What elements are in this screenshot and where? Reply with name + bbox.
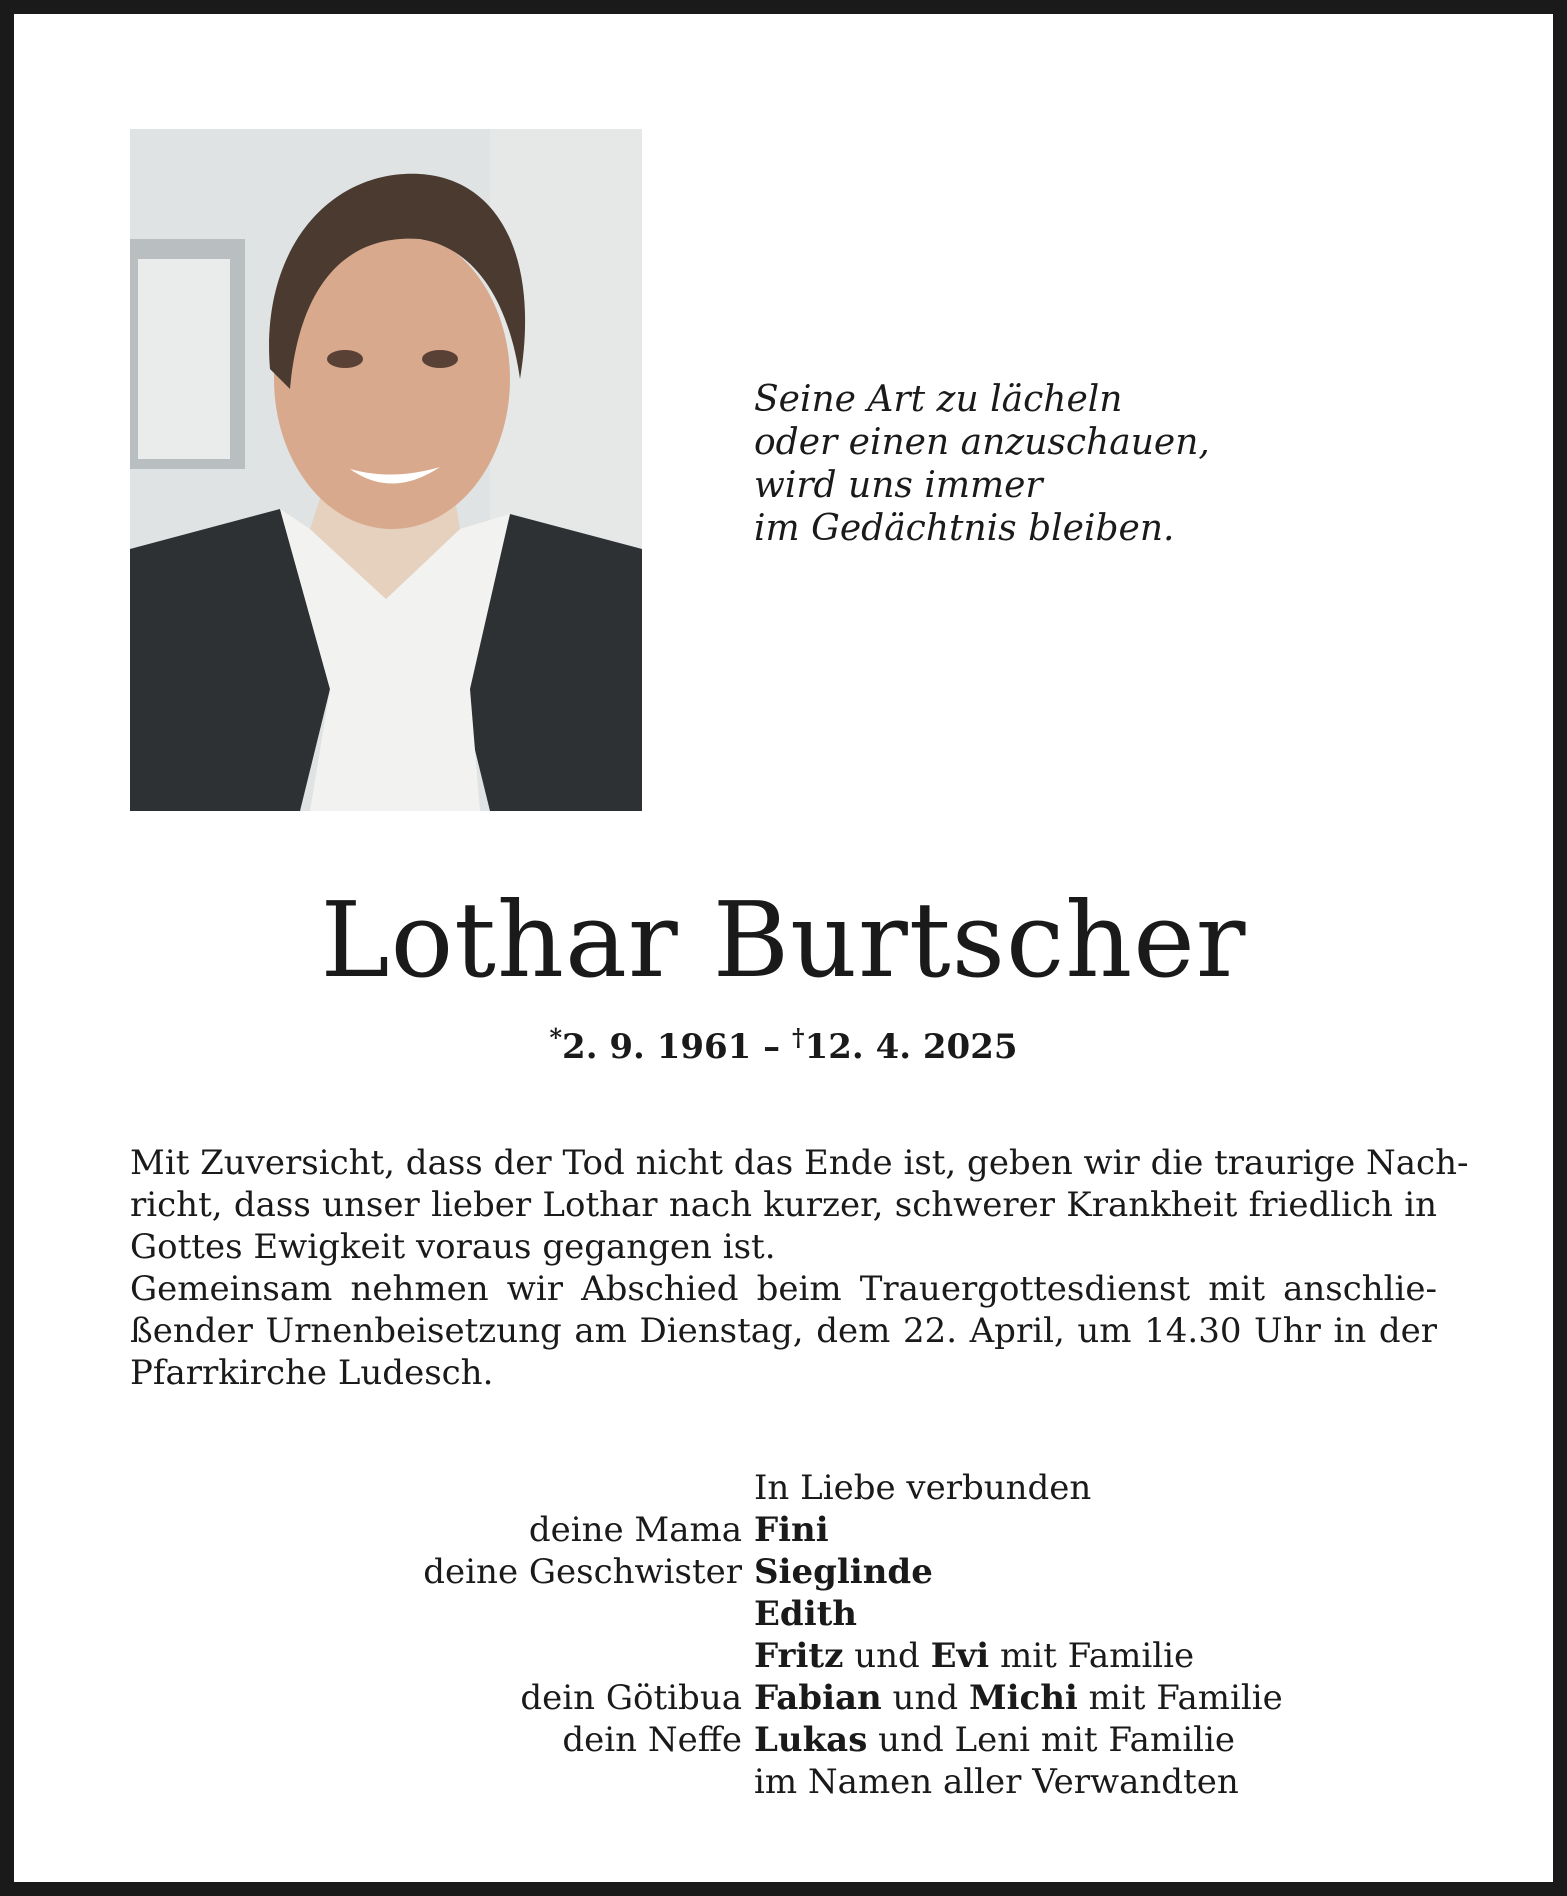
announcement-text [130, 1142, 1469, 1394]
family-row [0, 1551, 1567, 1593]
family-row [0, 1593, 1567, 1635]
quote-line: im Gedächtnis bleiben. [754, 508, 1175, 549]
portrait-photo [130, 129, 642, 811]
relation-label: dein Götibua [520, 1678, 742, 1718]
quote-line: wird uns immer [754, 465, 1043, 506]
deceased-name: Lothar Burtscher [320, 879, 1247, 1001]
family-row [0, 1677, 1567, 1719]
relative-name: Fabian [754, 1678, 882, 1718]
quote-line: oder einen anzuschauen, [754, 422, 1210, 463]
relative-name: Michi [968, 1678, 1078, 1718]
birth-date: 2. 9. 1961 [562, 1027, 752, 1067]
announcement-line: Pfarrkirche Ludesch. [130, 1353, 494, 1393]
relative-names [754, 1635, 1194, 1677]
relative-names [754, 1677, 1283, 1719]
connector-text: mit Familie [1077, 1678, 1283, 1718]
announcement-line: Gemeinsam nehmen wir Abschied beim Trauergottesdienst mit anschlie- [130, 1269, 1437, 1309]
connector-text: und [881, 1678, 969, 1718]
relative-names [754, 1719, 1235, 1761]
family-row [0, 1761, 1567, 1803]
family-row [0, 1719, 1567, 1761]
family-row [0, 1635, 1567, 1677]
announcement-line: richt, dass unser lieber Lothar nach kurzer, schwerer Krankheit friedlich in [130, 1185, 1437, 1225]
relative-name: Sieglinde [754, 1552, 933, 1592]
connector-text: und Leni mit Familie [867, 1720, 1235, 1760]
connector-text: im Namen aller Verwandten [754, 1762, 1239, 1802]
relation-label: deine Geschwister [423, 1552, 742, 1592]
family-list [0, 1467, 1567, 1803]
relative-name: Lukas [754, 1720, 868, 1760]
announcement-line: Gottes Ewigkeit voraus gegangen ist. [130, 1227, 776, 1267]
relative-names [754, 1509, 829, 1551]
connector-text: mit Familie [989, 1636, 1195, 1676]
family-intro-row [0, 1467, 1567, 1509]
quote-line: Seine Art zu lächeln [754, 379, 1123, 420]
relative-names [754, 1593, 857, 1635]
death-symbol: † [792, 1023, 805, 1052]
life-dates [0, 1016, 1567, 1069]
relation-label: deine Mama [528, 1510, 742, 1550]
relative-names [754, 1551, 933, 1593]
portrait-image [130, 129, 642, 811]
relative-name: Edith [754, 1594, 858, 1634]
relative-name: Fini [754, 1510, 829, 1550]
announcement-line: ßender Urnenbeisetzung am Dienstag, dem 22. April, um 14.30 Uhr in der [130, 1311, 1437, 1351]
birth-symbol: * [549, 1023, 563, 1052]
announcement-line: Mit Zuversicht, dass der Tod nicht das Ende ist, geben wir die traurige Nach- [130, 1143, 1469, 1183]
family-row [0, 1509, 1567, 1551]
memorial-quote [754, 378, 1210, 550]
date-separator: – [751, 1027, 793, 1067]
connector-text: und [843, 1636, 931, 1676]
relation-label: dein Neffe [562, 1720, 742, 1760]
relative-name: Fritz [754, 1636, 844, 1676]
death-date: 12. 4. 2025 [804, 1027, 1018, 1067]
relative-names [754, 1761, 1239, 1803]
relative-name: Evi [930, 1636, 990, 1676]
family-intro: In Liebe verbunden [754, 1468, 1092, 1508]
